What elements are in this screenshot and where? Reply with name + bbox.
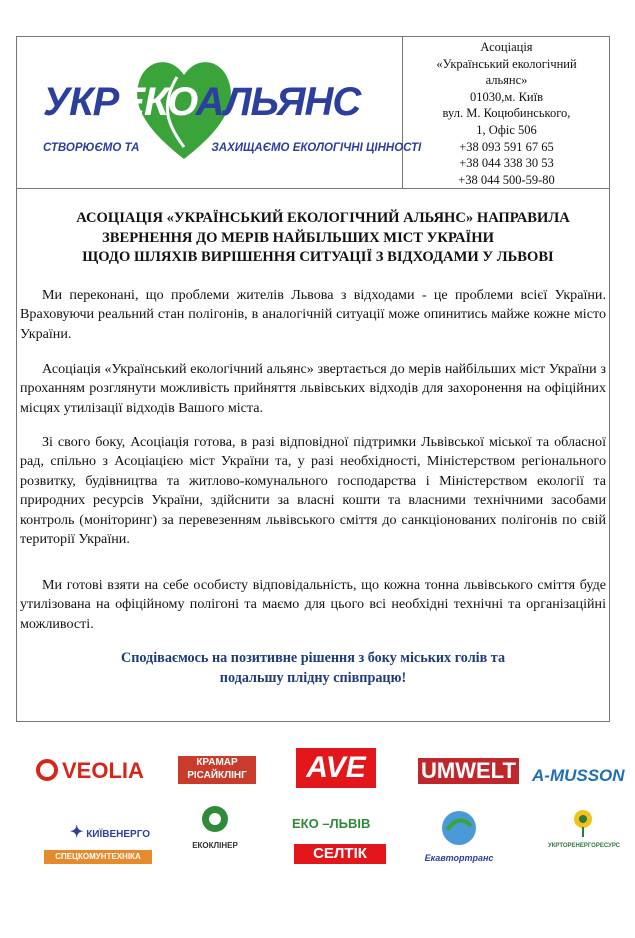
umwelt-logo: UMWELT bbox=[418, 758, 519, 784]
contact-line: альянс» bbox=[485, 73, 528, 88]
contact-phone: +38 044 338 30 53 bbox=[459, 156, 554, 171]
partner-logos bbox=[0, 738, 635, 938]
logo-wordmark: УКРЕКОАЛЬЯНС bbox=[43, 80, 361, 124]
flower-icon bbox=[570, 808, 596, 838]
amusson-logo: A-MUSSON bbox=[532, 766, 625, 785]
spetskomun-logo: СПЕЦКОМУНТЕХНІКА bbox=[44, 850, 152, 864]
contact-line: Асоціація bbox=[480, 40, 533, 54]
contact-line: 01030,м. Київ bbox=[470, 89, 543, 104]
paragraph-1: Ми переконані, що проблеми жителів Львова з відходами - це проблеми всієї України. Враховуючи реальний стан полігонів, в аналогічній ситуації може опинитись майже кожне місто України. bbox=[20, 287, 606, 342]
gear-icon bbox=[193, 802, 237, 836]
ekolviv-logo: ЕКО –ЛЬВІВ bbox=[292, 816, 371, 831]
kyivenergo-logo: ✦ КИЇВЕНЕРГО bbox=[70, 824, 151, 841]
globe-recycle-icon bbox=[439, 808, 479, 848]
contact-line: вул. М. Коцюбинського, bbox=[442, 106, 571, 121]
title-line: ЗВЕРНЕННЯ ДО МЕРІВ НАЙБІЛЬШИХ МІСТ УКРАЇНИ bbox=[102, 229, 494, 246]
seltik-logo: СЕЛТІК bbox=[294, 844, 386, 864]
ave-logo: AVE bbox=[296, 748, 376, 788]
title-line: ЩОДО ШЛЯХІВ ВИРІШЕННЯ СИТУАЦІЇ З ВІДХОДАМИ У ЛЬВОВІ bbox=[82, 249, 554, 265]
contact-phone: +38 093 591 67 65 bbox=[459, 139, 554, 154]
contact-line: 1, Офіс 506 bbox=[476, 122, 537, 137]
title-line: АСОЦІАЦІЯ «УКРАЇНСЬКИЙ ЕКОЛОГІЧНИЙ АЛЬЯНС» НАПРАВИЛА bbox=[76, 210, 570, 226]
paragraph-3: Зі свого боку, Асоціація готова, в разі відповідної підтримки Львівської міської та обласної рад, спільно з Асоціацією міст України та, у разі необхідності, Міністерством регіонального розвитку, будівництва та житлово-комунального господарства і Міністерством екології та природних ресурсів України, здійснити за власні кошти та власними технічними засобами контроль (моніторинг) за перевезенням львівського сміття до санкціонованих полігонів по свій території України. bbox=[20, 434, 606, 548]
ekovtortrans-logo: Екавтортранс bbox=[424, 808, 494, 863]
ukreko-alliance-logo bbox=[43, 47, 422, 167]
contact-line: «Український екологічний bbox=[436, 56, 577, 71]
paragraph-4: Ми готові взяти на себе особисту відповідальність, що кожна тонна львівського сміття буде утилізована на офіційному полігоні та маємо для цього всі необхідні технічні та організаційні можливості. bbox=[20, 577, 606, 632]
ukrtoren-logo: УКРТОРЕНЕРГОРЕСУРС bbox=[548, 808, 618, 849]
document-title bbox=[17, 209, 609, 268]
letter-frame bbox=[16, 36, 610, 722]
closing-statement: Сподіваємось на позитивне рішення з боку міських голів та подальшу плідну співпрацю! bbox=[120, 650, 506, 686]
ekokliner-logo: ЕКОКЛІНЕР bbox=[180, 802, 250, 854]
contact-block bbox=[403, 39, 610, 188]
paragraph-2: Асоціація «Український екологічний альянс» звертається до мерів найбільших міст України з проханням розглянути можливість прийняття львівських відходів для захоронення на офіційних місцях утилізації відходів Вашого міста. bbox=[20, 361, 606, 416]
kramar-logo: КРАМАР РІСАЙКЛІНГ bbox=[178, 756, 256, 784]
logo-slogan: СТВОРЮЄМО ТА ЗАХИЩАЄМО ЕКОЛОГІЧНІ ЦІННОСТІ bbox=[43, 142, 422, 154]
contact-phone: +38 044 500-59-80 bbox=[458, 172, 555, 187]
veolia-logo: VEOLIA bbox=[36, 758, 144, 784]
